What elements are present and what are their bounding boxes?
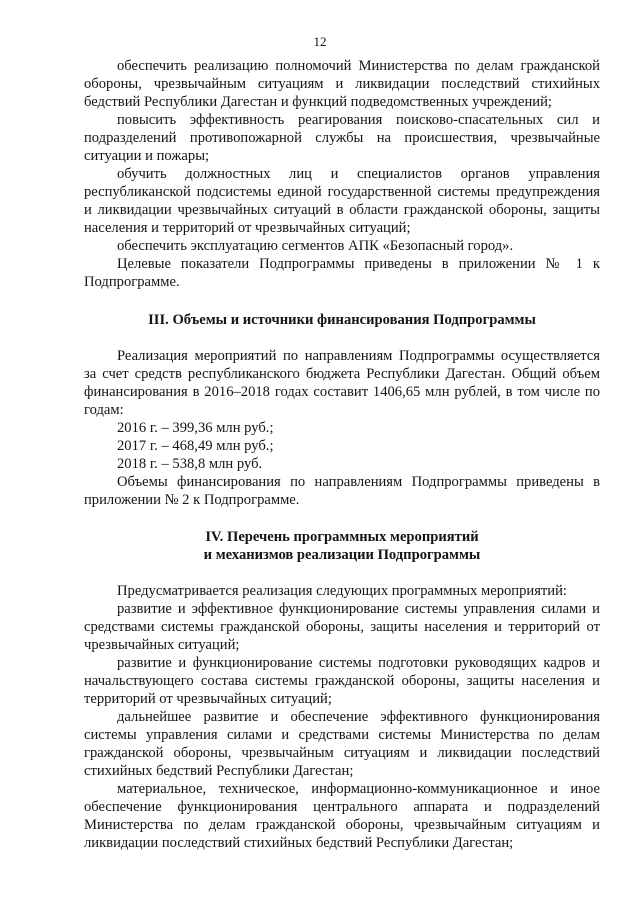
paragraph: Объемы финансирования по направлениям Подпрограммы приведены в приложении № 2 к Подпрограмме. bbox=[84, 474, 600, 508]
page-number: 12 bbox=[313, 34, 327, 49]
paragraph: обучить должностных лиц и специалистов органов управления республиканской подсистемы единой государственной системы предупреждения и ликвидации чрезвычайных ситуаций в области гражданской обороны, защиты населения и территорий от чрезвычайных ситуаций; bbox=[84, 166, 600, 236]
year-line: 2016 г. – 399,36 млн руб.; bbox=[117, 420, 274, 436]
section-heading-iv bbox=[84, 528, 600, 564]
section-heading-iv-line1: IV. Перечень программных мероприятий bbox=[205, 529, 479, 545]
paragraph: Целевые показатели Подпрограммы приведены в приложении № 1 к Подпрограмме. bbox=[84, 256, 600, 290]
paragraph: обеспечить эксплуатацию сегментов АПК «Безопасный город». bbox=[117, 238, 514, 254]
year-line: 2017 г. – 468,49 млн руб.; bbox=[117, 438, 274, 454]
year-line: 2018 г. – 538,8 млн руб. bbox=[117, 456, 263, 472]
list-item: развитие и функционирование системы подготовки руководящих кадров и начальствующего состава системы гражданской обороны, защиты населения и территорий от чрезвычайных ситуаций; bbox=[84, 655, 600, 707]
paragraph: повысить эффективность реагирования поисково-спасательных сил и подразделений противопожарной службы на происшествия, чрезвычайные ситуации и пожары; bbox=[84, 112, 600, 164]
list-item: материальное, техническое, информационно-коммуникационное и иное обеспечение функционирования центрального аппарата и подразделений Министерства по делам гражданской обороны, чрезвычайным ситуациям и ликвидации последствий стихийных бедствий Республики Дагестан; bbox=[84, 781, 600, 851]
paragraph: Предусматривается реализация следующих программных мероприятий: bbox=[117, 583, 567, 599]
paragraph: обеспечить реализацию полномочий Министерства по делам гражданской обороны, чрезвычайным ситуациям и ликвидации последствий стихийных бедствий Республики Дагестан и функций подведомственных учреждений; bbox=[84, 58, 600, 110]
list-item: развитие и эффективное функционирование системы управления силами и средствами системы гражданской обороны, защиты населения и территорий от чрезвычайных ситуаций; bbox=[84, 601, 600, 653]
section-heading-iii: III. Объемы и источники финансирования Подпрограммы bbox=[148, 312, 536, 328]
section-heading-iv-line2: и механизмов реализации Подпрограммы bbox=[203, 547, 481, 563]
document-body bbox=[84, 57, 600, 852]
paragraph: Реализация мероприятий по направлениям Подпрограммы осуществляется за счет средств республиканского бюджета Республики Дагестан. Общий объем финансирования в 2016–2018 годах составит 1406,65 млн рублей, в том числе по годам: bbox=[84, 348, 600, 418]
list-item: дальнейшее развитие и обеспечение эффективного функционирования системы управления силами и средствами системы Министерства по делам гражданской обороны, чрезвычайным ситуациям и ликвидации последствий стихийных бедствий Республики Дагестан; bbox=[84, 709, 600, 779]
